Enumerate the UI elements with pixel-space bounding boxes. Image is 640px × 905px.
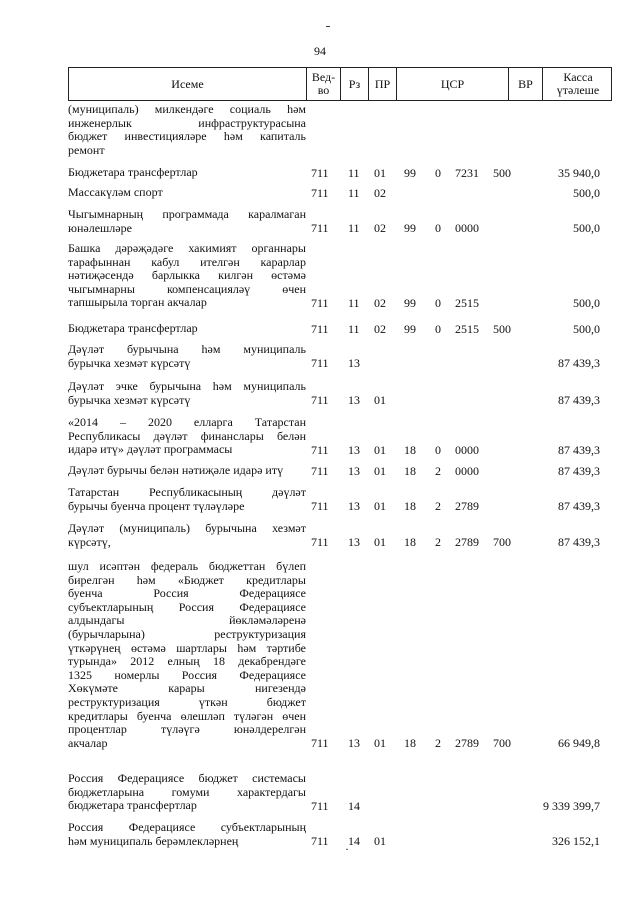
row-c1: 99 [404, 221, 416, 236]
row-name-line: субъектларының Россия Федерациясе [68, 599, 306, 614]
row-kassa: 326 152,1 [552, 834, 600, 849]
row-name-line: Бюджетара трансфертлар [68, 321, 198, 335]
table-row [68, 186, 612, 200]
table-row [68, 103, 612, 157]
stray-dot: · [345, 842, 349, 856]
row-rz: 13 [348, 442, 360, 457]
row-name-line: турында» 2012 елның 18 декабрендәге [68, 654, 306, 669]
row-kassa: 500,0 [573, 221, 600, 236]
row-pr: 01 [374, 442, 386, 457]
row-pr: 01 [374, 535, 386, 550]
row-name-line: алдындагы йөкләмәләренә [68, 613, 306, 628]
row-rz: 13 [348, 393, 360, 408]
row-name [68, 343, 306, 370]
row-name [68, 821, 306, 848]
row-name-line: Республикасы дәүләт финанслары белән [68, 428, 306, 443]
row-c2: 0 [435, 442, 441, 457]
row-c3: 2789 [455, 499, 479, 514]
row-name-line: бурычы буенча процент түләүләре [68, 498, 245, 513]
row-name [68, 322, 306, 336]
row-name-line: шул исәптән федераль бюджеттан бүлеп [68, 559, 306, 573]
row-name-line: бюджет инвестицияләре һәм капиталь [68, 129, 306, 144]
row-ved: 711 [311, 296, 329, 310]
row-c3: 0000 [455, 463, 479, 478]
row-c3: 2789 [455, 535, 479, 550]
table-row [68, 242, 612, 310]
row-kassa: 87 439,3 [558, 463, 600, 478]
row-name-line: Татарстан Республикасының дәүләт [68, 485, 306, 499]
row-c2: 2 [435, 736, 441, 751]
row-name-line: Чыгымнарның программада каралмаган [68, 207, 306, 221]
row-c3: 2789 [455, 736, 479, 751]
row-name-line: бирелгән һәм «Бюджет кредитлары [68, 572, 306, 587]
row-name [68, 103, 306, 157]
table-row [68, 166, 612, 180]
row-rz: 11 [348, 165, 360, 180]
row-name-line: реструктуризация үткән бюджет [68, 694, 306, 709]
row-c1: 18 [404, 463, 416, 478]
row-rz: 13 [348, 499, 360, 514]
row-ved: 711 [311, 535, 329, 550]
row-rz: 11 [348, 221, 360, 236]
row-name [68, 208, 306, 235]
row-c1: 99 [404, 296, 416, 310]
row-name [68, 380, 306, 407]
row-kassa: 9 339 399,7 [543, 798, 600, 813]
header-name: Исеме [69, 68, 307, 100]
row-name-line: юнәлешләре [68, 220, 132, 235]
row-c3: 2515 [455, 296, 479, 310]
row-name-line: бурычка хезмәт күрсәтү [68, 392, 191, 407]
page-number: 94 [314, 44, 326, 58]
row-vr: 500 [493, 321, 511, 336]
table-row [68, 208, 612, 235]
row-c3: 0000 [455, 442, 479, 457]
header-pr: ПР [369, 68, 397, 100]
row-pr: 01 [374, 393, 386, 408]
row-c1: 99 [404, 321, 416, 336]
row-name-line: күрсәтү, [68, 534, 111, 549]
row-kassa: 87 439,3 [558, 499, 600, 514]
row-rz: 13 [348, 535, 360, 550]
row-name-line: Россия Федерациясе субъектларының [68, 820, 306, 834]
header-kassa: Касса үтәлеше [556, 70, 600, 97]
row-ved: 711 [311, 736, 329, 751]
row-name-line: Бюджетара трансфертлар [68, 165, 198, 179]
row-pr: 01 [374, 499, 386, 514]
row-name-line: Дәүләт бурычына һәм муниципаль [68, 342, 306, 356]
header-rz: Рз [341, 68, 369, 100]
table-row [68, 464, 612, 478]
table-header [68, 67, 612, 101]
row-rz: 14 [348, 798, 360, 813]
table-row [68, 522, 612, 549]
row-kassa: 87 439,3 [558, 356, 600, 371]
row-c3: 0000 [455, 221, 479, 236]
row-pr: 02 [374, 185, 386, 200]
row-ved: 711 [311, 834, 329, 849]
row-rz: 13 [348, 736, 360, 751]
row-pr: 01 [374, 463, 386, 478]
table-row [68, 380, 612, 407]
row-name-line: акчалар [68, 735, 108, 750]
row-name [68, 464, 306, 478]
row-name-line: чыгымнарны компенсацияләү өчен [68, 281, 306, 296]
row-name [68, 560, 306, 750]
row-kassa: 500,0 [573, 321, 600, 336]
row-kassa: 35 940,0 [558, 165, 600, 180]
row-pr: 01 [374, 834, 386, 849]
row-name-line: кредитлары буенча өлешләп түләгән өчен [68, 708, 306, 723]
table-row [68, 821, 612, 848]
row-ved: 711 [311, 393, 329, 408]
row-name-line: Башка дәрәҗәдәге хакимият органнары [68, 241, 306, 255]
row-ved: 711 [311, 221, 329, 236]
row-c2: 0 [435, 221, 441, 236]
row-name [68, 772, 306, 813]
row-c1: 18 [404, 736, 416, 751]
row-ved: 711 [311, 463, 329, 478]
row-name-line: (бурычларына) реструктуризация [68, 626, 306, 641]
header-ved: Вед- во [307, 68, 341, 100]
row-name [68, 522, 306, 549]
table-row [68, 416, 612, 457]
row-name-line: ремонт [68, 142, 105, 157]
table-row [68, 322, 612, 336]
row-name-line: 1325 номерлы Россия Федерациясе [68, 667, 306, 682]
row-pr: 02 [374, 296, 386, 310]
row-c3: 7231 [455, 165, 479, 180]
row-name-line: Массакүләм спорт [68, 185, 163, 199]
header-csr: ЦСР [397, 68, 509, 100]
row-pr: 01 [374, 736, 386, 751]
row-name-line: буенча Россия Федерациясе [68, 586, 306, 601]
row-kassa: 87 439,3 [558, 442, 600, 457]
row-rz: 13 [348, 356, 360, 371]
row-name-line: бурычка хезмәт күрсәтү [68, 355, 191, 370]
row-c1: 99 [404, 165, 416, 180]
row-c2: 2 [435, 463, 441, 478]
table-row [68, 486, 612, 513]
row-name-line: Дәүләт эчке бурычына һәм муниципаль [68, 379, 306, 393]
row-name [68, 166, 306, 180]
row-c1: 18 [404, 535, 416, 550]
row-rz: 11 [348, 185, 360, 200]
row-kassa: 500,0 [573, 296, 600, 310]
row-name-line: һәм муниципаль берәмлекләрнең [68, 833, 239, 848]
row-ved: 711 [311, 499, 329, 514]
row-name-line: бюджетларына гомуми характердагы [68, 784, 306, 799]
row-c2: 0 [435, 296, 441, 310]
row-name-line: тапшырыла торган акчалар [68, 295, 207, 310]
row-name-line: үткәрүнең өстәмә шартлары һәм тәртибе [68, 640, 306, 655]
table-row [68, 343, 612, 370]
row-c1: 18 [404, 442, 416, 457]
row-c2: 2 [435, 535, 441, 550]
row-ved: 711 [311, 356, 329, 371]
row-rz: 11 [348, 321, 360, 336]
row-name-line: (муниципаль) милкендәге социаль һәм [68, 102, 306, 116]
row-name-line: Россия Федерациясе бюджет системасы [68, 771, 306, 785]
row-c2: 0 [435, 165, 441, 180]
row-vr: 700 [493, 535, 511, 550]
row-name-line: Дәүләт бурычы белән нәтиҗәле идарә итү [68, 463, 284, 477]
row-name-line: нәтиҗәсендә барлыкка килгән өстәмә [68, 268, 306, 283]
row-name-line: Дәүләт (муниципаль) бурычына хезмәт [68, 521, 306, 535]
table-row [68, 772, 612, 813]
row-name-line: идарә итү» дәүләт программасы [68, 442, 233, 457]
row-name-line: тарафыннан кабул ителгән карарлар [68, 254, 306, 269]
row-rz: 13 [348, 463, 360, 478]
row-pr: 02 [374, 321, 386, 336]
row-vr: 500 [493, 165, 511, 180]
row-c2: 2 [435, 499, 441, 514]
row-c3: 2515 [455, 321, 479, 336]
row-kassa: 87 439,3 [558, 393, 600, 408]
row-c2: 0 [435, 321, 441, 336]
row-name-line: Хөкүмәте карары нигезендә [68, 681, 306, 696]
row-rz: 11 [348, 296, 360, 310]
row-ved: 711 [311, 798, 329, 813]
row-pr: 01 [374, 165, 386, 180]
row-name-line: бюджетара трансфертлар [68, 798, 197, 813]
table-row [68, 560, 612, 750]
row-ved: 711 [311, 185, 329, 200]
row-name-line: инженерлык инфраструктурасына [68, 115, 306, 130]
row-kassa: 87 439,3 [558, 535, 600, 550]
row-kassa: 500,0 [573, 185, 600, 200]
row-name-line: «2014 – 2020 елларга Татарстан [68, 415, 306, 429]
row-rz: 14 [348, 834, 360, 849]
scan-mark [326, 26, 330, 27]
row-ved: 711 [311, 442, 329, 457]
row-name [68, 486, 306, 513]
row-kassa: 66 949,8 [558, 736, 600, 751]
row-vr: 700 [493, 736, 511, 751]
row-ved: 711 [311, 321, 329, 336]
header-vr: ВР [509, 68, 543, 100]
row-name [68, 416, 306, 457]
row-name-line: процентлар түләүгә юнәлдерелгән [68, 722, 306, 737]
row-pr: 02 [374, 221, 386, 236]
row-c1: 18 [404, 499, 416, 514]
row-name [68, 186, 306, 200]
row-name [68, 242, 306, 310]
row-ved: 711 [311, 165, 329, 180]
